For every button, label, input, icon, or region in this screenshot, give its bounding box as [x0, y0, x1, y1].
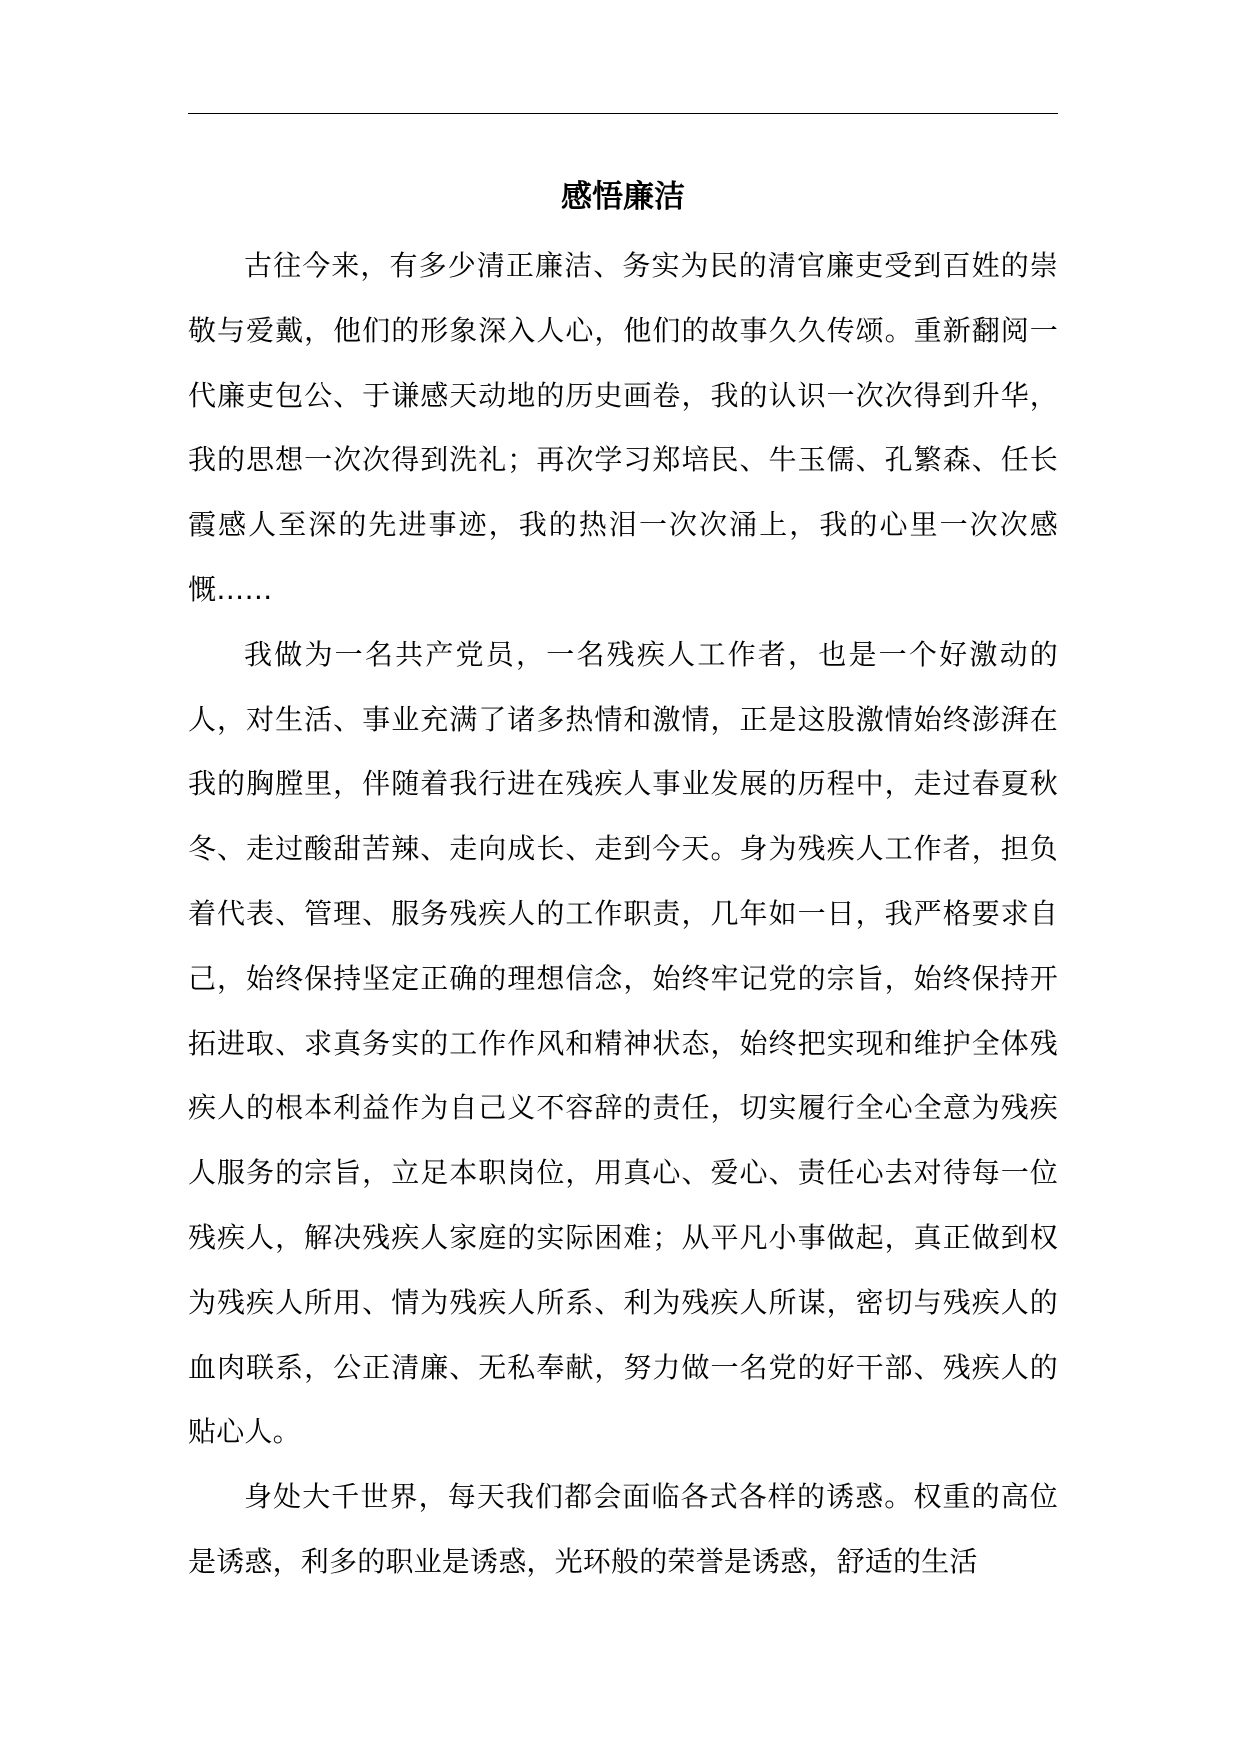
paragraph-2: 我做为一名共产党员，一名残疾人工作者，也是一个好激动的人，对生活、事业充满了诸多热情和激情，正是这股激情始终澎湃在我的胸膛里，伴随着我行进在残疾人事业发展的历程中，走过春夏秋冬、走过酸甜苦辣、走向成长、走到今天。身为残疾人工作者，担负着代表、管理、服务残疾人的工作职责，几年如一日，我严格要求自己，始终保持坚定正确的理想信念，始终牢记党的宗旨，始终保持开拓进取、求真务实的工作作风和精神状态，始终把实现和维护全体残疾人的根本利益作为自己义不容辞的责任，切实履行全心全意为残疾人服务的宗旨，立足本职岗位，用真心、爱心、责任心去对待每一位残疾人，解决残疾人家庭的实际困难；从平凡小事做起，真正做到权为残疾人所用、情为残疾人所系、利为残疾人所谋，密切与残疾人的血肉联系，公正清廉、无私奉献，努力做一名党的好干部、残疾人的贴心人。 — [188, 637, 1058, 1449]
document-body — [188, 234, 1058, 1595]
paragraph-1: 古往今来，有多少清正廉洁、务实为民的清官廉吏受到百姓的崇敬与爱戴，他们的形象深入人心，他们的故事久久传颂。重新翻阅一代廉吏包公、于谦感天动地的历史画卷，我的认识一次次得到升华，我的思想一次次得到洗礼；再次学习郑培民、牛玉儒、孔繁森、任长霞感人至深的先进事迹，我的热泪一次次涌上，我的心里一次次感慨…… — [188, 249, 1058, 606]
paragraph-3: 身处大千世界，每天我们都会面临各式各样的诱惑。权重的高位是诱惑，利多的职业是诱惑，光环般的荣誉是诱惑，舒适的生活 — [188, 1480, 1058, 1578]
header-rule — [188, 113, 1058, 114]
document-title: 感悟廉洁 — [561, 179, 685, 215]
